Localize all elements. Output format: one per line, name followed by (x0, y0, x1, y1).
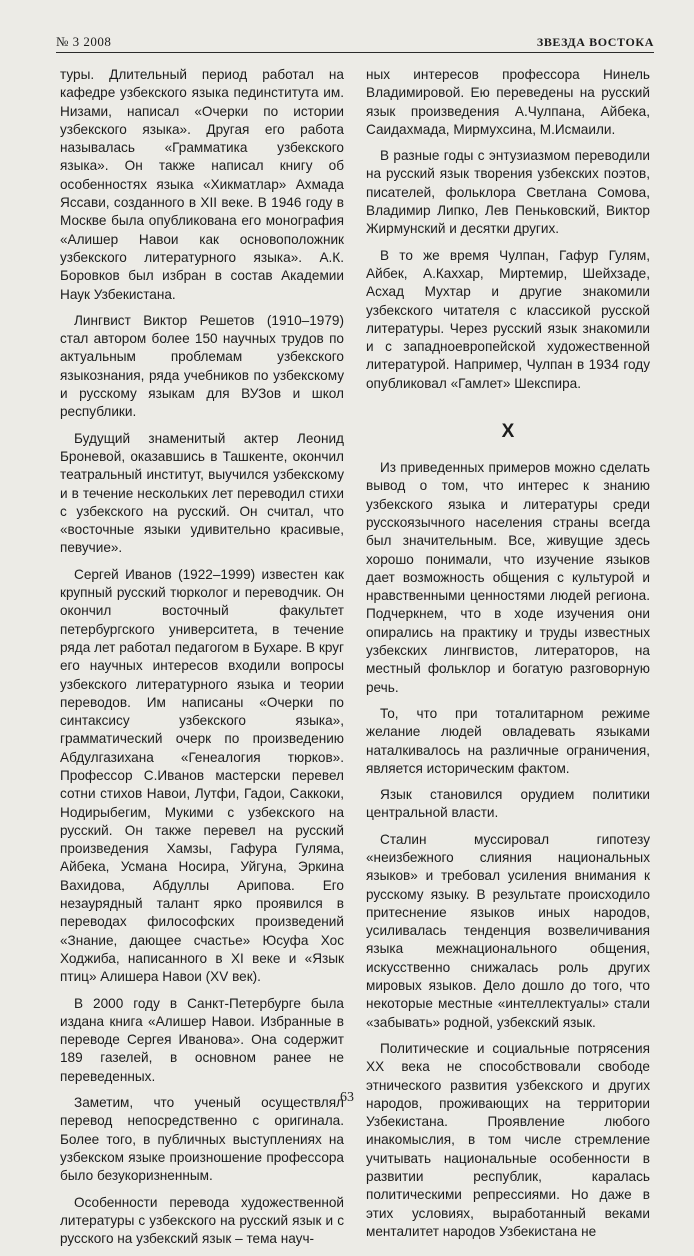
paragraph: Сталин муссировал гипотезу «неизбежного слияния национальных языков» и требовал усиления внимания к русскому языку. В результате происходило притеснение языков иных народов, усиливалась тенденция возвеличивания языка межнационального общения, искусственно снижалась роль других мировых языков. Дело дошло до того, что некоторые местные «интеллектуалы» стали «забывать» родной, узбекский язык. (366, 831, 650, 1030)
paragraph: Особенности перевода художественной литературы с узбекского на русский язык и с русского на узбекский язык – тема науч- (60, 1194, 344, 1247)
paragraph: То, что при тоталитарном режиме желание людей овладевать языками наталкивалось на различные ограничения, является историческим фактом. (366, 705, 650, 776)
header-rule (56, 52, 654, 53)
journal-title: ЗВЕЗДА ВОСТОКА (536, 35, 654, 49)
paragraph: Заметим, что ученый осуществлял перевод непосредственно с оригинала. Более того, в публичных выступлениях на узбекском языке произношение профессора было безукоризненным. (60, 1095, 344, 1184)
paragraph: Будущий знаменитый актер Леонид Броневой, оказавшись в Ташкенте, окончил театральный институт, выучился узбекскому и в течение нескольких лет переводил стихи с узбекского на русский. Он считал, что «восточные языки удивительно красивые, певучие». (60, 430, 344, 556)
section-heading: X (501, 421, 515, 443)
left-column (60, 66, 344, 1256)
paragraph: ных интересов профессора Нинель Владимировой. Ею переведены на русский язык произведения А.Чулпана, Айбека, Саидахмада, Мирмухсина, М.Исмаили. (366, 67, 650, 137)
paragraph: В 2000 году в Санкт-Петербурге была издана книга «Алишер Навои. Избранные в переводе Сергея Иванова». Она содержит 189 газелей, в основном ранее не переведенных. (60, 995, 344, 1084)
paragraph: туры. Длительный период работал на кафедре узбекского языка пединститута им. Низами, написал «Очерки по истории узбекского языка». Другая его работа называлась «Грамматика узбекского языка». Он также написал книгу об особенностях языка «Хикматлар» Ахмада Яссави, созданного в XII веке. В 1946 году в Москве была опубликована его монография «Алишер Навои как основоположник узбекского литературного языка». А.К. Боровков был избран в состав Академии Наук Узбекистана. (60, 67, 344, 302)
paragraph: Из приведенных примеров можно сделать вывод о том, что интерес к знанию узбекского языка и литературы среди русскоязычного населения страны всегда был значительным. Все, живущие здесь хорошо понимали, что изучение языков дает возможность общения с культурой и нравственными ценностями людей региона. Подчеркнем, что в ходе изучения они опирались на практику и труды известных узбекских лингвистов, литераторов, на местный фольклор и богатую разговорную речь. (366, 460, 650, 695)
paragraph: Лингвист Виктор Решетов (1910–1979) стал автором более 150 научных трудов по актуальным проблемам узбекского языкознания, ряда учебников по узбекскому и русскому языкам для ВУЗов и школ республики. (60, 312, 344, 420)
paragraph: Язык становился орудием политики центральной власти. (366, 787, 650, 821)
right-column (366, 66, 650, 1249)
paragraph: Политические и социальные потрясения XX века не способствовали свободе этнического развития узбекского и других народов, проживающих на территории Узбекистана. Проявление любого инакомыслия, в том числе стремление учитывать национальные особенности в развитии республик, каралась политическими репрессиями. Но даже в этих условиях, выработанный веками менталитет народов Узбекистана не (366, 1040, 650, 1239)
running-header (56, 34, 654, 52)
page-number: 63 (340, 1090, 354, 1105)
paragraph: В разные годы с энтузиазмом переводили на русский язык творения узбекских поэтов, писателей, фольклора Светлана Сомова, Владимир Липко, Лев Пеньковский, Виктор Жирмунский и десятки других. (366, 148, 650, 237)
issue-number: № 3 2008 (56, 34, 112, 49)
paragraph: В то же время Чулпан, Гафур Гулям, Айбек, А.Каххар, Миртемир, Шейхзаде, Асхад Мухтар и другие знакомили узбекского читателя с классикой русской литературы. Через русский язык знакомили и с западноевропейской художественной литературой. Например, Чулпан в 1934 году опубликовал «Гамлет» Шекспира. (366, 247, 650, 391)
paragraph: Сергей Иванов (1922–1999) известен как крупный русский тюрколог и переводчик. Он окончил восточный факультет петербургского университета, в течение ряда лет работал педагогом в Бухаре. В круг его научных интересов входили вопросы узбекского литературного языка и теории переводов. Им написаны «Очерки по синтаксису узбекского языка», грамматический очерк по произведению Абдулгазихана «Генеалогия тюрков». Профессор С.Иванов мастерски перевел сотни стихов Навои, Лутфи, Гадои, Саккоки, Нодирыбегим, Мукими с узбекского на русский. Он также перевел на русский произведения Хамзы, Гафура Гуляма, Айбека, Усмана Носира, Уйгуна, Эркина Вахидова, Абдуллы Арипова. Его незаурядный талант ярко проявился в переводах философских произведений «Знание, дающее счастье» Юсуфа Хос Ходжиба, написанного в XI веке и «Язык птиц» Алишера Навои (XV век). (60, 566, 344, 985)
